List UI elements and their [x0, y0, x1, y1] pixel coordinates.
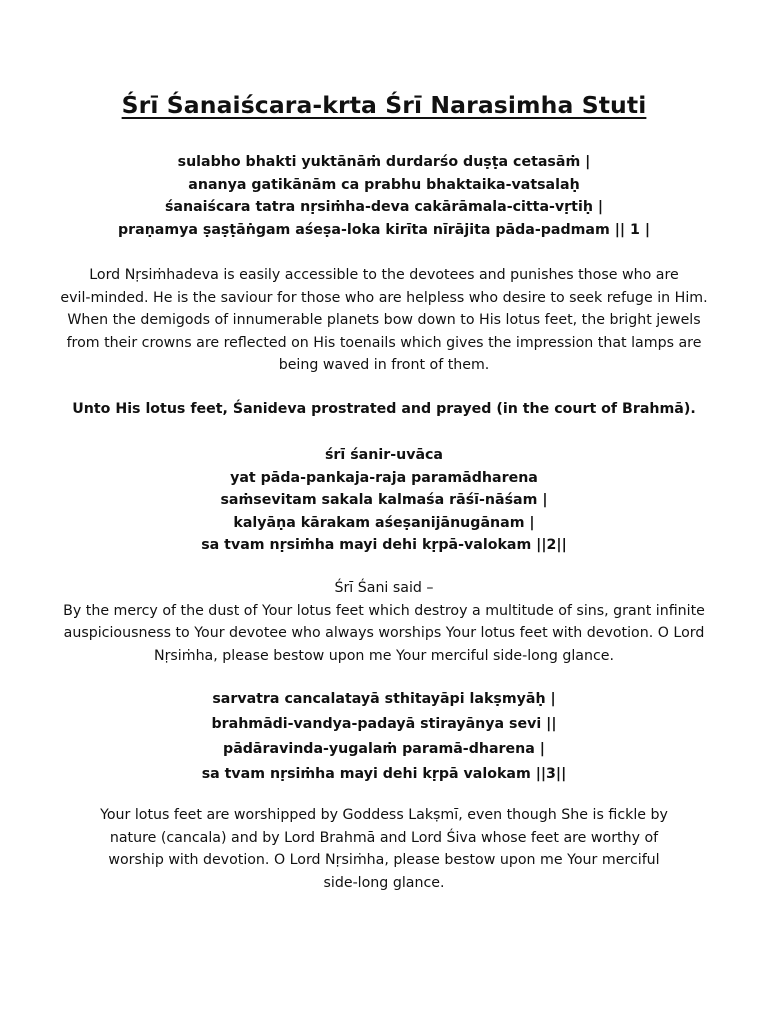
translation-line: worship with devotion. O Lord Nṛsiṁha, please bestow upon me Your merciful [108, 852, 660, 868]
verse-2 [30, 444, 738, 557]
verse-line: sa tvam nṛsiṁha mayi dehi kṛpā valokam ||3|| [201, 766, 567, 782]
translation-1 [30, 264, 738, 377]
translation-2 [30, 577, 738, 667]
verse-3 [30, 687, 738, 787]
verse-1 [30, 151, 738, 241]
translation-line: Śrī Śani said – [334, 580, 434, 596]
translation-line: Your lotus feet are worshipped by Goddess Lakṣmī, even though She is fickle by [100, 807, 668, 823]
verse-line: praṇamya ṣaṣṭāṅgam aśeṣa-loka kirīta nīrājita pāda-padmam || 1 | [117, 221, 651, 238]
translation-line: evil-minded. He is the saviour for those who are helpless who desire to seek refuge in Him. [60, 289, 708, 306]
translation-3 [30, 804, 738, 894]
verse-line: yat pāda-pankaja-raja paramādharena [230, 469, 538, 486]
translation-line: Lord Nṛsiṁhadeva is easily accessible to the devotees and punishes those who are [89, 267, 679, 283]
verse-line: brahmādi-vandya-padayā stirayānya sevi || [211, 716, 557, 732]
translation-line: nature (cancala) and by Lord Brahmā and Lord Śiva whose feet are worthy of [109, 829, 659, 846]
translation-line: auspiciousness to Your devotee who always worships Your lotus feet with devotion. O Lord [63, 625, 705, 641]
translation-line: being waved in front of them. [278, 357, 490, 373]
verse-line: śanaiścara tatra nṛsiṁha-deva cakārāmala-citta-vṛtiḥ | [164, 199, 604, 215]
verse-line: sa tvam nṛsiṁha mayi dehi kṛpā-valokam ||2|| [201, 537, 567, 553]
translation-line: When the demigods of innumerable planets bow down to His lotus feet, the bright jewels [67, 312, 701, 328]
verse-line: sulabho bhakti yuktānāṁ durdarśo duṣṭa cetasāṁ | [177, 154, 591, 170]
verse-line: śrī śanir-uvāca [324, 447, 444, 463]
narration-line: Unto His lotus feet, Śanideva prostrated and prayed (in the court of Brahmā). [72, 401, 696, 417]
verse-line: kalyāṇa kārakam aśeṣanijānugānam | [233, 514, 535, 531]
verse-line: ananya gatikānām ca prabhu bhaktaika-vatsalaḥ [188, 176, 580, 193]
translation-line: side-long glance. [323, 874, 445, 891]
narration [30, 398, 738, 421]
translation-line: Nṛsiṁha, please bestow upon me Your merciful side-long glance. [153, 647, 615, 664]
translation-line: from their crowns are reflected on His toenails which gives the impression that lamps are [66, 334, 702, 351]
page-title: Śrī Śanaiścara-krta Śrī Narasimha Stuti [121, 91, 647, 119]
verse-line: sarvatra cancalatayā sthitayāpi lakṣmyāḥ | [212, 691, 556, 707]
verse-line: pādāravinda-yugalaṁ paramā-dharena | [223, 741, 545, 757]
translation-line: By the mercy of the dust of Your lotus feet which destroy a multitude of sins, grant infinite [63, 602, 705, 619]
verse-line: saṁsevitam sakala kalmaśa rāśī-nāśam | [220, 492, 548, 508]
